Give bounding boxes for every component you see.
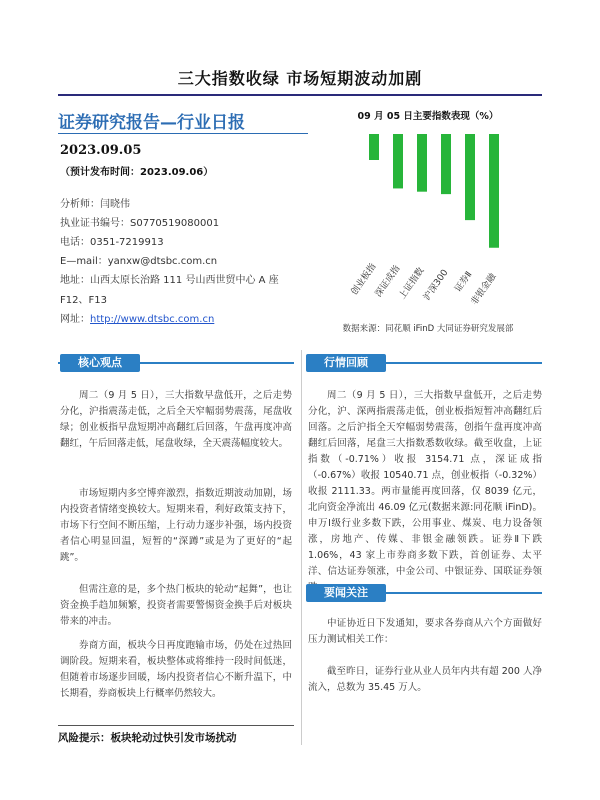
market-paragraph: 周二（9 月 5 日），三大指数早盘低开，之后走势分化，沪、深两指震荡走低，创业板指短暂冲高翻红后回落。之后沪指全天窄幅弱势震荡，创指午盘再度冲高翻红后回落，尾盘三大指数悉数收绿。截至收盘，上证指数（-0.71%）收报 3154.71 点，深证成指（-0.67%）收报 10540.71 点，创业板指（-0.32%）收报 2111.33。两市量能再度回落，仅 8039 亿元，北向资金净流出 46.09 亿元(数据来源:同花顺 iFinD)。申万Ⅰ级行业多数下跌，公用事业、煤炭、电力设备领涨，房地产、传媒、非银金融领跌。证券Ⅱ下跌 1.06%，43 家上市券商多数下跌，首创证券、太平洋、信达证券领涨，中金公司、中银证券、国联证券领 [308,390,542,577]
core-paragraph-4: 券商方面，板块今日再度跑输市场，仍处在过热回调阶段。短期来看，板块整体或将维持一段时间低迷，但随着市场逐步回暖，场内投资者信心不断升温下，中长期看，券商板块上行概率仍然较大。 [60,640,292,699]
headline: 三大指数收绿 市场短期波动加剧 [177,69,423,88]
chart-bar-0 [369,134,379,160]
website-link[interactable]: http://www.dtsbc.com.cn [90,314,215,325]
license-number: 执业证书编号：S0770519080001 [60,218,220,229]
market-section-badge: 行情回顾 [306,354,386,372]
chart-category-label-1: 深证成指 [373,263,403,300]
core-section-badge: 核心观点 [60,354,140,372]
news-paragraph-2: 截至昨日，证券行业从业人员年内共有超 200 人净流入，总数为 35.45 万人。 [308,666,542,693]
core-paragraph-2: 市场短期内多空博弈激烈，指数近期波动加剧，场内投资者情绪变换较大。短期来看，利好政策支持下，市场下行空间不断压缩，上行动力逐步补强，场内投资者信心明显回温，短暂的“深蹲”或是为了更好的“起跳”。 [60,488,292,563]
risk-rule [58,725,294,726]
chart-category-label-4: 证券Ⅱ [453,269,475,295]
column-divider [301,350,302,745]
news-section-badge: 要闻关注 [306,584,386,602]
address-line-1: 地址：山西太原长治路 111 号山西世贸中心 A 座 [60,275,279,286]
email: E—mail：yanxw@dtsbc.com.cn [60,256,218,267]
website [60,313,214,327]
address-line-2: F12、F13 [60,295,107,306]
core-paragraph-1: 周二（9 月 5 日），三大指数早盘低开，之后走势分化，沪指震荡走低，之后全天窄幅弱势震荡，尾盘收绿；创业板指早盘短期冲高翻红后回落，午盘再度冲高翻红，午后回落走低，尾盘收绿，全天震荡幅度较大。 [60,390,292,449]
website-label: 网址： [60,314,90,325]
index-performance-chart [313,106,543,314]
core-paragraph-3: 但需注意的是，多个热门板块的轮动“起舞”，也让资金换手趋加频繁，投资者需要警惕资金换手后对板块带来的冲击。 [60,584,292,627]
report-title: 证券研究报告—行业日报 [58,113,245,133]
news-paragraph-1: 中证协近日下发通知，要求各券商从六个方面做好压力测试相关工作： [308,618,542,645]
chart-bar-1 [393,134,403,188]
analyst: 分析师：闫晓伟 [60,199,130,210]
publish-time: （预计发布时间：2023.09.06） [60,167,214,178]
chart-bar-5 [489,134,499,248]
header-rule [58,94,542,96]
chart-category-label-2: 上证指数 [397,265,427,302]
chart-source: 数据来源：同花顺 iFinD 大同证券研究发展部 [342,324,514,334]
chart-bar-2 [417,134,427,192]
title-rule [58,133,308,134]
chart-category-label-5: 非银金融 [469,271,499,308]
risk-warning: 风险提示：板块轮动过快引发市场扰动 [58,732,237,744]
report-date: 2023.09.05 [60,143,142,158]
chart-bar-4 [465,134,475,220]
chart-bar-3 [441,134,451,194]
chart-category-label-0: 创业板指 [349,261,379,298]
phone: 电话：0351-7219913 [60,237,164,248]
chart-title: 09 月 05 日主要指数表现（%） [357,111,499,122]
chart-category-label-3: 沪深300 [422,267,451,303]
